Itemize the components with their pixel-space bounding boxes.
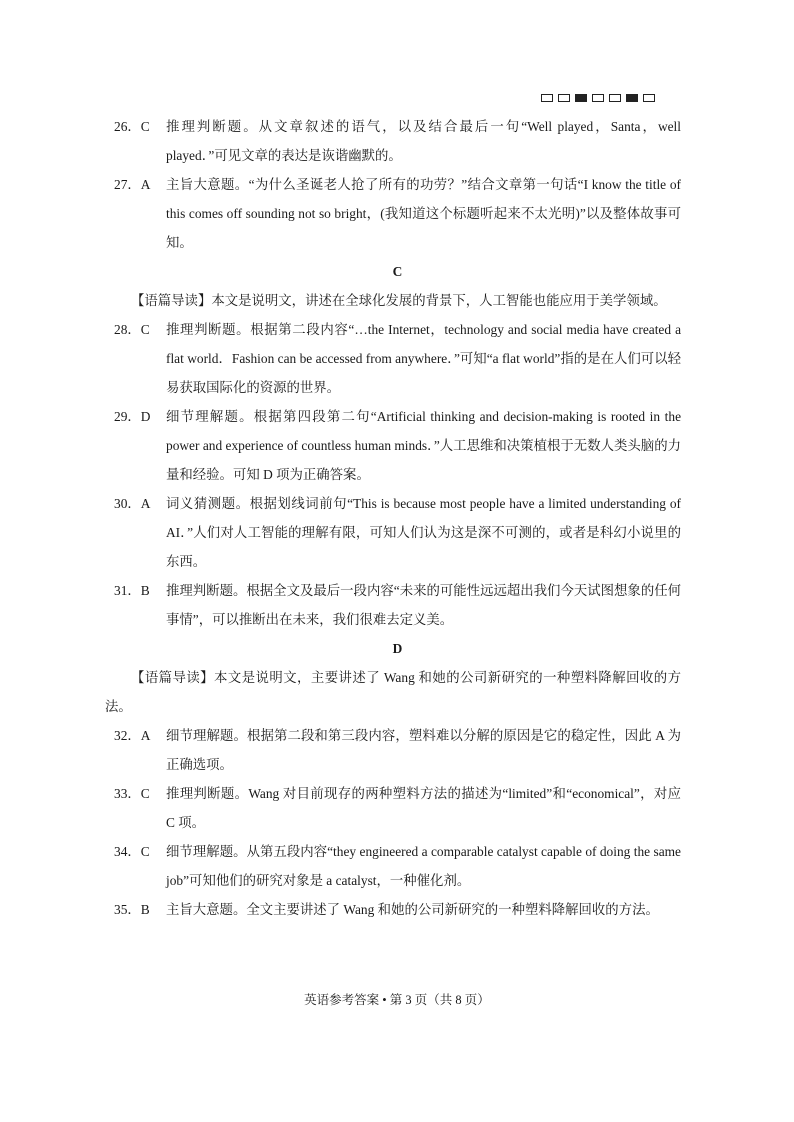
answer-item-33 bbox=[114, 779, 681, 837]
guide-text: 本文是说明文，主要讲述了 Wang 和她的公司新研究的一种塑料降解回收的方法。 bbox=[105, 670, 682, 714]
question-type: 词义猜测题。 bbox=[166, 496, 250, 511]
answer-item-27 bbox=[114, 170, 681, 257]
marker-square-filled bbox=[626, 94, 638, 102]
explanation-text: 全文主要讲述了 Wang 和她的公司新研究的一种塑料降解回收的方法。 bbox=[246, 902, 659, 917]
question-number: 33．C bbox=[114, 786, 150, 801]
passage-guide-d bbox=[105, 663, 681, 721]
page-marker-squares bbox=[541, 94, 655, 102]
marker-square bbox=[609, 94, 621, 102]
explanation-text: 根据第四段第二句“Artificial thinking and decision-making is rooted in the power and experience of countless human minds．”人工思维和决策植根于无数人类头脑的力量和经验。可知 D 项为正确答案。 bbox=[166, 409, 682, 482]
answer-item-35 bbox=[114, 895, 681, 924]
guide-label: 【语篇导读】 bbox=[131, 293, 212, 308]
explanation-text: Wang 对目前现存的两种塑料方法的描述为“limited”和“economical”，对应 C 项。 bbox=[166, 786, 682, 830]
explanation-text: 根据全文及最后一段内容“未来的可能性远远超出我们今天试图想象的任何事情”，可以推断出在未来，我们很难去定义美。 bbox=[166, 583, 682, 627]
question-number: 30．A bbox=[114, 496, 151, 511]
marker-square bbox=[558, 94, 570, 102]
marker-square bbox=[592, 94, 604, 102]
answer-content bbox=[105, 112, 682, 924]
question-type: 推理判断题。 bbox=[166, 119, 259, 134]
answer-item-31 bbox=[114, 576, 681, 634]
question-type: 细节理解题。 bbox=[166, 728, 247, 743]
explanation-text: “为什么圣诞老人抢了所有的功劳？”结合文章第一句话“I know the title of this comes off sounding not so bright，(我知道这个标题听起来不太光明)”以及整体故事可知。 bbox=[166, 177, 682, 250]
question-type: 主旨大意题。 bbox=[166, 902, 247, 917]
question-number: 35．B bbox=[114, 902, 150, 917]
question-type: 细节理解题。 bbox=[166, 844, 247, 859]
question-type: 推理判断题。 bbox=[166, 583, 247, 598]
passage-guide-c bbox=[105, 286, 681, 315]
explanation-text: 根据第二段和第三段内容，塑料难以分解的原因是它的稳定性，因此 A 为正确选项。 bbox=[166, 728, 682, 772]
answer-item-32 bbox=[114, 721, 681, 779]
section-heading-d: D bbox=[392, 641, 403, 656]
guide-text: 本文是说明文，讲述在全球化发展的背景下，人工智能也能应用于美学领域。 bbox=[211, 293, 667, 308]
marker-square bbox=[541, 94, 553, 102]
question-type: 推理判断题。 bbox=[166, 322, 251, 337]
explanation-text: 根据划线词前句“This is because most people have a limited understanding of AI．”人们对人工智能的理解有限，可知人们认为这是深不可测的，或者是科幻小说里的东西。 bbox=[166, 496, 681, 569]
section-heading-c: C bbox=[392, 264, 403, 279]
question-number: 31．B bbox=[114, 583, 150, 598]
question-number: 27．A bbox=[114, 177, 151, 192]
answer-item-29 bbox=[114, 402, 681, 489]
marker-square-filled bbox=[575, 94, 587, 102]
marker-square bbox=[643, 94, 655, 102]
explanation-text: 从第五段内容“they engineered a comparable catalyst capable of doing the same job”可知他们的研究对象是 a catalyst，一种催化剂。 bbox=[166, 844, 682, 888]
explanation-text: 从文章叙述的语气，以及结合最后一句“Well played，Santa，well played．”可见文章的表达是诙谐幽默的。 bbox=[166, 119, 681, 163]
guide-label: 【语篇导读】 bbox=[131, 670, 215, 685]
question-number: 28．C bbox=[114, 322, 150, 337]
answer-item-28 bbox=[114, 315, 681, 402]
explanation-text: 根据第二段内容“…the Internet，technology and social media have created a flat world．Fashion can be accessed from anywhere．”可知“a flat world”指的是在人们可以轻易获取国际化的资源的世界。 bbox=[166, 322, 682, 395]
question-type: 推理判断题。 bbox=[166, 786, 249, 801]
question-type: 细节理解题。 bbox=[166, 409, 254, 424]
page-footer: 英语参考答案 • 第 3 页（共 8 页） bbox=[304, 993, 490, 1007]
answer-item-26 bbox=[114, 112, 681, 170]
answer-item-30 bbox=[114, 489, 681, 576]
question-type: 主旨大意题。 bbox=[166, 177, 249, 192]
question-number: 34．C bbox=[114, 844, 150, 859]
answer-item-34 bbox=[114, 837, 681, 895]
question-number: 32．A bbox=[114, 728, 151, 743]
question-number: 26．C bbox=[114, 119, 150, 134]
question-number: 29．D bbox=[114, 409, 151, 424]
